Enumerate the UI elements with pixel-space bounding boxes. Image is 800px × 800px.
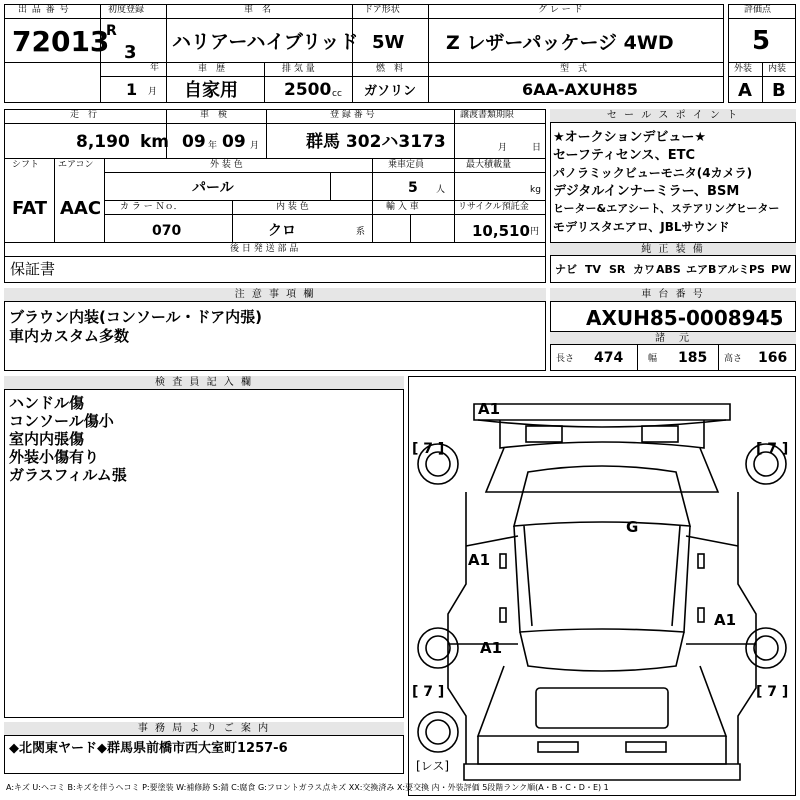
inspection-month: 09 <box>222 132 246 152</box>
tire-rear-right: [ 7 ] <box>756 684 789 700</box>
inspector-line: 外装小傷有り <box>9 448 100 466</box>
equipment-item: アルミ <box>717 263 750 276</box>
damage-mark-a1-left: A1 <box>468 551 491 569</box>
damage-code-legend: A:キズ U:ヘコミ B:キズを伴うヘコミ P:要塗装 W:補修跡 S:錆 C:腐食 G:フロントガラス点キズ XX:交換済み X:要交換 内・外装評価 5段階ランク順(A・B・C・D・E) 1 <box>6 783 609 792</box>
transfer-month-unit: 月 <box>498 143 508 153</box>
tire-front-left: [ 7 ] <box>412 441 445 457</box>
interior-color-label: 内 装 色 <box>276 202 309 212</box>
interior-grade: B <box>772 80 786 101</box>
shift-label: シフト <box>12 160 40 170</box>
import-label: 輸 入 車 <box>386 202 419 212</box>
office-label: 事 務 局 よ り ご 案 内 <box>4 722 404 736</box>
note-line: ブラウン内装(コンソール・ドア内張) <box>9 308 262 326</box>
chassis-number: AXUH85-0008945 <box>586 306 784 330</box>
equipment-item: ナビ <box>555 263 577 276</box>
dimensions-label: 諸 元 <box>550 331 796 345</box>
lot-number-label: 出 品 番 号 <box>18 5 70 15</box>
fuel-label: 燃 料 <box>376 64 404 74</box>
score: 5 <box>752 26 771 56</box>
history-label: 車 歴 <box>198 64 226 74</box>
width-label: 幅 <box>648 354 658 364</box>
equipment-item: ABS <box>656 263 681 276</box>
length-label: 長さ <box>556 354 575 364</box>
grade: Z レザーパッケージ 4WD <box>446 32 674 54</box>
chassis-label: 車 台 番 号 <box>550 288 796 302</box>
interior-grade-label: 内装 <box>768 64 787 74</box>
sales-point-line: ヒーター&エアシート、ステアリングヒーター <box>553 202 780 215</box>
shift: FAT <box>12 198 48 219</box>
exterior-color-label: 外 装 色 <box>210 160 243 170</box>
model-label: 車 名 <box>244 5 272 15</box>
era-mark: R <box>106 23 117 39</box>
interior-color: クロ <box>268 223 296 239</box>
grade-label: グ レ ー ド <box>538 5 583 15</box>
exterior-grade-label: 外装 <box>734 64 753 74</box>
month-unit: 月 <box>148 87 158 97</box>
exterior-grade: A <box>738 80 752 101</box>
air-conditioner: AAC <box>60 198 102 219</box>
inspector-line: ハンドル傷 <box>9 394 85 412</box>
damage-mark-a1-rear-left: A1 <box>480 639 503 657</box>
max-load-unit: kg <box>530 185 541 195</box>
equipment-item: PS <box>749 263 765 276</box>
notes-label: 注 意 事 項 欄 <box>4 288 546 302</box>
capacity: 5 <box>408 180 418 196</box>
height-label: 高さ <box>724 354 743 364</box>
displacement: 2500 <box>284 80 332 100</box>
damage-mark-g-windshield: G <box>626 518 639 536</box>
equipment-label: 純 正 装 備 <box>550 242 796 256</box>
registration-year: 3 <box>124 42 137 63</box>
inspection-month-unit: 月 <box>250 141 260 151</box>
later-parts: 保証書 <box>10 260 56 278</box>
inspection-year-unit: 年 <box>208 141 218 151</box>
score-label: 評価点 <box>744 5 772 15</box>
equipment-item: エアB <box>686 263 717 276</box>
later-parts-label: 後 日 発 送 部 品 <box>230 244 299 254</box>
sales-point-line: モデリスタエアロ、JBLサウンド <box>553 220 730 234</box>
inspector-line: 室内内張傷 <box>9 430 85 448</box>
displacement-unit: cc <box>332 89 342 99</box>
equipment-item: SR <box>609 263 626 276</box>
door-label: ドア形状 <box>364 5 400 15</box>
exterior-color: パール <box>192 180 234 196</box>
transfer-deadline-label: 譲渡書類期限 <box>460 110 515 120</box>
equipment-item: PW <box>771 263 792 276</box>
recycle-fee-label: リサイクル預託金 <box>458 202 529 212</box>
fuel: ガソリン <box>364 84 417 99</box>
sales-point-line: パノラミックビューモニタ(4カメラ) <box>553 166 753 180</box>
model-name: ハリアーハイブリッド <box>172 31 359 53</box>
plate-number: 群馬 302ハ3173 <box>306 132 446 152</box>
registration-month: 1 <box>126 80 138 99</box>
type-label: 型 式 <box>560 64 588 74</box>
interior-color-unit: 系 <box>356 227 366 237</box>
lot-number: 72013 <box>12 25 110 58</box>
vehicle-history: 自家用 <box>184 80 238 101</box>
recycle-fee: 10,510 <box>472 222 530 240</box>
plate-label: 登 録 番 号 <box>330 110 375 120</box>
max-load-label: 最大積載量 <box>466 160 512 170</box>
first-registration-label: 初度登録 <box>108 5 145 15</box>
sales-points-label: セ ー ル ス ポ イ ン ト <box>550 109 796 123</box>
damage-mark-a1-right: A1 <box>714 611 737 629</box>
car-damage-diagram <box>408 376 796 796</box>
spare-tire: [レス] <box>416 759 450 773</box>
capacity-unit: 人 <box>436 185 446 195</box>
displacement-label: 排 気 量 <box>282 64 315 74</box>
height: 166 <box>758 350 788 366</box>
damage-mark-a1-front: A1 <box>478 400 501 418</box>
width: 185 <box>678 350 708 366</box>
equipment-item: カワ <box>633 263 655 276</box>
door-type: 5W <box>372 32 405 53</box>
tire-rear-left: [ 7 ] <box>412 684 445 700</box>
transfer-day-unit: 日 <box>532 143 542 153</box>
model-type: 6AA-AXUH85 <box>522 80 638 99</box>
office-address: ◆北関東ヤード◆群馬県前橋市西大室町1257-6 <box>9 741 288 756</box>
sales-point-line: デジタルインナーミラー、BSM <box>553 184 740 199</box>
length: 474 <box>594 350 624 366</box>
mileage: 8,190 <box>76 132 130 152</box>
inspection-label: 車 検 <box>200 110 228 120</box>
inspector-line: コンソール傷小 <box>9 412 114 430</box>
recycle-fee-unit: 円 <box>530 227 540 237</box>
equipment-item: TV <box>585 263 602 276</box>
color-number-label: カ ラ ー Ｎｏ． <box>120 202 183 212</box>
tire-front-right: [ 7 ] <box>756 441 789 457</box>
year-unit: 年 <box>150 63 160 73</box>
inspector-line: ガラスフィルム張 <box>9 466 127 484</box>
inspector-label: 検 査 員 記 入 欄 <box>4 376 404 390</box>
capacity-label: 乗車定員 <box>388 160 425 170</box>
sales-point-line: セーフティセンス、ETC <box>553 148 696 163</box>
color-number: 070 <box>152 223 182 239</box>
mileage-unit: km <box>140 132 170 152</box>
note-line: 車内カスタム多数 <box>9 327 130 345</box>
mileage-label: 走 行 <box>70 110 98 120</box>
inspection-year: 09 <box>182 132 206 152</box>
ac-label: エアコン <box>58 160 94 170</box>
sales-point-line: ★オークションデビュー★ <box>553 130 707 145</box>
